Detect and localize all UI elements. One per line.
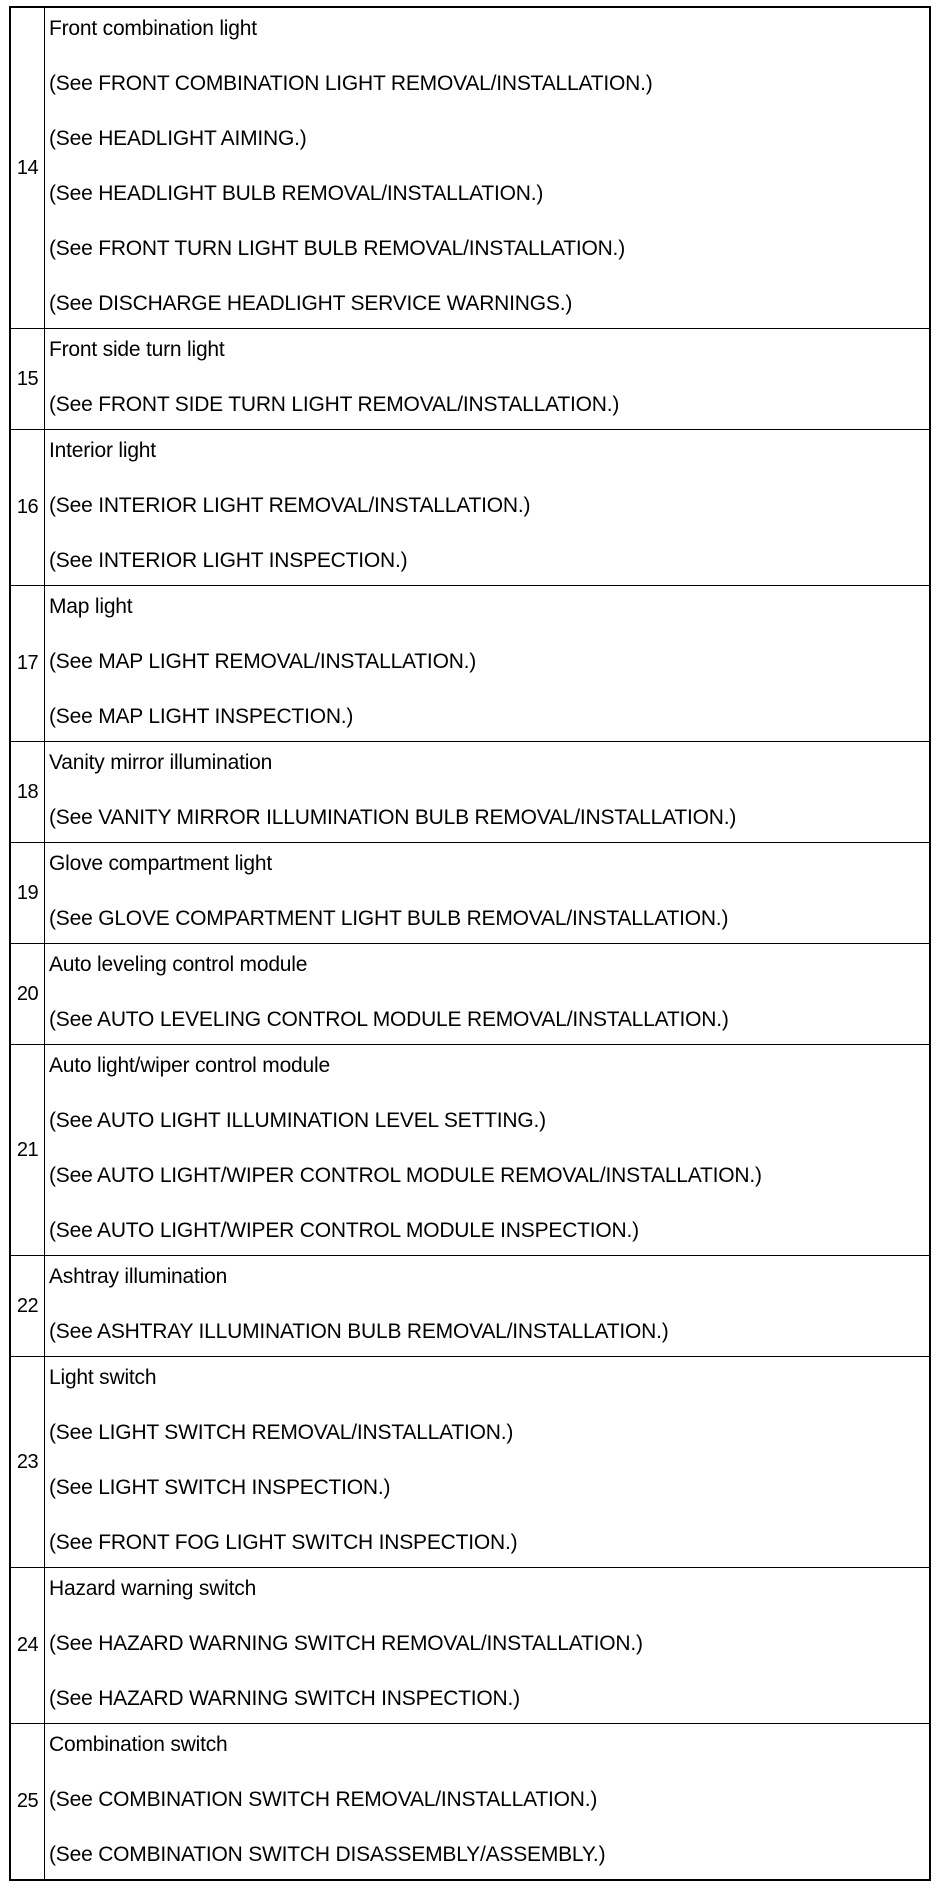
item-description-cell — [45, 1568, 931, 1724]
table-row — [10, 7, 930, 329]
procedure-reference-link[interactable]: (See AUTO LIGHT/WIPER CONTROL MODULE REMOVAL/INSTALLATION.) — [49, 1164, 762, 1187]
table-row — [10, 742, 930, 843]
item-description-cell — [45, 586, 931, 742]
component-name: Vanity mirror illumination — [49, 751, 273, 774]
procedure-reference-link[interactable]: (See HAZARD WARNING SWITCH INSPECTION.) — [49, 1687, 520, 1710]
component-reference-table — [9, 6, 931, 1881]
procedure-reference-link[interactable]: (See MAP LIGHT INSPECTION.) — [49, 705, 354, 728]
procedure-reference-link[interactable]: (See MAP LIGHT REMOVAL/INSTALLATION.) — [49, 650, 477, 673]
procedure-reference-link[interactable]: (See HEADLIGHT AIMING.) — [49, 127, 307, 150]
item-number: 15 — [10, 329, 45, 430]
table-row — [10, 944, 930, 1045]
component-name: Glove compartment light — [49, 852, 272, 875]
component-name: Auto light/wiper control module — [49, 1054, 330, 1077]
component-name: Map light — [49, 595, 133, 618]
item-number: 18 — [10, 742, 45, 843]
item-description-cell — [45, 843, 931, 944]
procedure-reference-link[interactable]: (See INTERIOR LIGHT INSPECTION.) — [49, 549, 408, 572]
item-description-cell — [45, 430, 931, 586]
component-name: Front side turn light — [49, 338, 225, 361]
table-row — [10, 430, 930, 586]
item-description-cell — [45, 742, 931, 843]
table-row — [10, 1256, 930, 1357]
item-number: 19 — [10, 843, 45, 944]
table-row — [10, 1724, 930, 1881]
item-number: 16 — [10, 430, 45, 586]
table-row — [10, 843, 930, 944]
procedure-reference-link[interactable]: (See ASHTRAY ILLUMINATION BULB REMOVAL/INSTALLATION.) — [49, 1320, 669, 1343]
procedure-reference-link[interactable]: (See COMBINATION SWITCH REMOVAL/INSTALLATION.) — [49, 1788, 598, 1811]
item-description-cell — [45, 329, 931, 430]
procedure-reference-link[interactable]: (See DISCHARGE HEADLIGHT SERVICE WARNINGS.) — [49, 292, 573, 315]
procedure-reference-link[interactable]: (See AUTO LIGHT/WIPER CONTROL MODULE INSPECTION.) — [49, 1219, 639, 1242]
procedure-reference-link[interactable]: (See FRONT SIDE TURN LIGHT REMOVAL/INSTALLATION.) — [49, 393, 620, 416]
item-description-cell — [45, 944, 931, 1045]
item-number: 25 — [10, 1724, 45, 1881]
procedure-reference-link[interactable]: (See FRONT FOG LIGHT SWITCH INSPECTION.) — [49, 1531, 518, 1554]
component-name: Combination switch — [49, 1733, 228, 1756]
item-description-cell — [45, 1256, 931, 1357]
procedure-reference-link[interactable]: (See GLOVE COMPARTMENT LIGHT BULB REMOVAL/INSTALLATION.) — [49, 907, 729, 930]
table-row — [10, 586, 930, 742]
component-name: Ashtray illumination — [49, 1265, 228, 1288]
item-description-cell — [45, 1724, 931, 1881]
table-row — [10, 1357, 930, 1568]
procedure-reference-link[interactable]: (See AUTO LIGHT ILLUMINATION LEVEL SETTING.) — [49, 1109, 546, 1132]
procedure-reference-link[interactable]: (See INTERIOR LIGHT REMOVAL/INSTALLATION.) — [49, 494, 531, 517]
component-name: Hazard warning switch — [49, 1577, 257, 1600]
procedure-reference-link[interactable]: (See COMBINATION SWITCH DISASSEMBLY/ASSEMBLY.) — [49, 1843, 606, 1866]
item-number: 14 — [10, 7, 45, 329]
item-number: 23 — [10, 1357, 45, 1568]
table-body — [10, 7, 930, 1880]
component-name: Light switch — [49, 1366, 157, 1389]
procedure-reference-link[interactable]: (See LIGHT SWITCH INSPECTION.) — [49, 1476, 391, 1499]
item-number: 24 — [10, 1568, 45, 1724]
table-row — [10, 329, 930, 430]
component-name: Front combination light — [49, 17, 257, 40]
table-row — [10, 1045, 930, 1256]
procedure-reference-link[interactable]: (See VANITY MIRROR ILLUMINATION BULB REMOVAL/INSTALLATION.) — [49, 806, 737, 829]
item-number: 22 — [10, 1256, 45, 1357]
item-number: 17 — [10, 586, 45, 742]
component-name: Auto leveling control module — [49, 953, 308, 976]
item-description-cell — [45, 1045, 931, 1256]
procedure-reference-link[interactable]: (See HEADLIGHT BULB REMOVAL/INSTALLATION.) — [49, 182, 544, 205]
item-number: 20 — [10, 944, 45, 1045]
procedure-reference-link[interactable]: (See FRONT TURN LIGHT BULB REMOVAL/INSTALLATION.) — [49, 237, 625, 260]
item-description-cell — [45, 7, 931, 329]
procedure-reference-link[interactable]: (See HAZARD WARNING SWITCH REMOVAL/INSTALLATION.) — [49, 1632, 643, 1655]
table-row — [10, 1568, 930, 1724]
item-number: 21 — [10, 1045, 45, 1256]
procedure-reference-link[interactable]: (See FRONT COMBINATION LIGHT REMOVAL/INSTALLATION.) — [49, 72, 653, 95]
component-name: Interior light — [49, 439, 156, 462]
procedure-reference-link[interactable]: (See LIGHT SWITCH REMOVAL/INSTALLATION.) — [49, 1421, 514, 1444]
item-description-cell — [45, 1357, 931, 1568]
procedure-reference-link[interactable]: (See AUTO LEVELING CONTROL MODULE REMOVAL/INSTALLATION.) — [49, 1008, 729, 1031]
